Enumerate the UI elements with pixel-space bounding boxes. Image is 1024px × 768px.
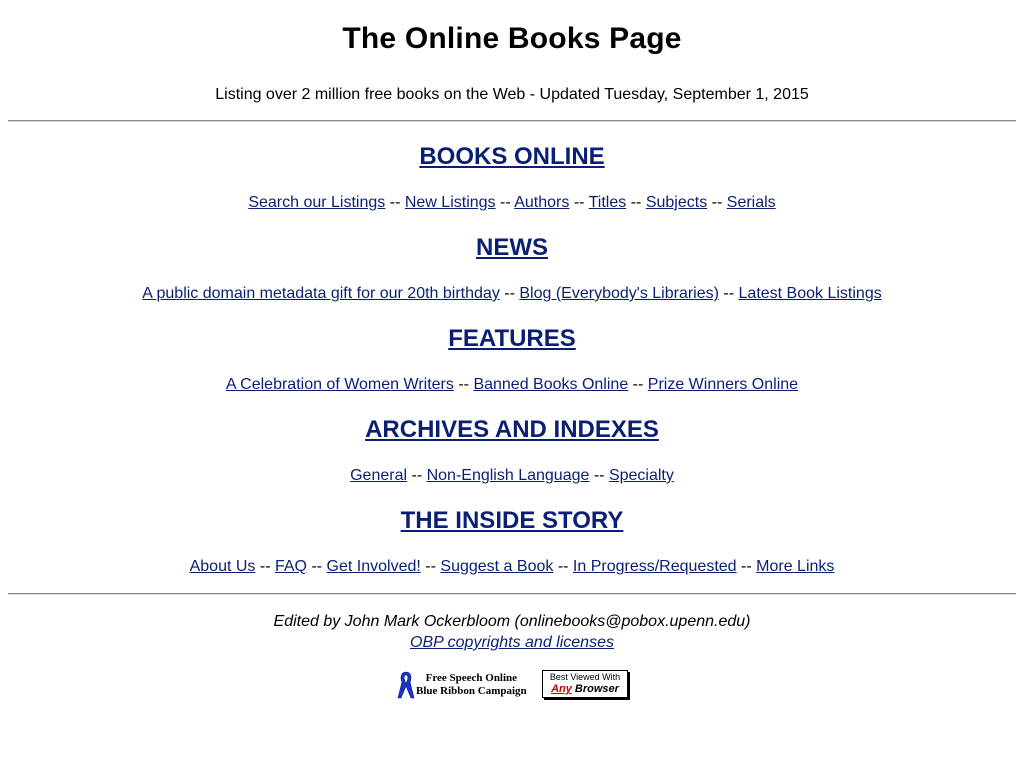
section-heading-link[interactable]: FEATURES [448, 325, 576, 352]
link-separator: -- [411, 467, 423, 484]
page-title: The Online Books Page [342, 22, 682, 55]
section-link[interactable]: Latest Book Listings [738, 285, 882, 302]
link-separator: -- [573, 194, 585, 211]
link-separator: -- [711, 194, 723, 211]
section-heading [0, 325, 1024, 353]
section-link[interactable]: Search our Listings [248, 194, 386, 211]
link-separator: -- [425, 558, 436, 575]
blue-ribbon-icon [396, 670, 416, 700]
section-link[interactable]: Titles [588, 194, 627, 211]
any-browser-line-2 [543, 683, 627, 695]
section-link[interactable]: Get Involved! [326, 558, 421, 575]
ribbon-line-1: Free Speech Online [425, 672, 518, 684]
section-link[interactable]: New Listings [404, 194, 496, 211]
section-links [0, 376, 1024, 394]
section-link[interactable]: Serials [726, 194, 776, 211]
copyright-link[interactable]: OBP copyrights and licenses [410, 634, 614, 651]
link-separator: -- [500, 194, 511, 211]
link-separator: -- [311, 558, 323, 575]
link-separator: -- [593, 467, 605, 484]
link-separator: -- [259, 558, 271, 575]
section-link[interactable]: Banned Books Online [473, 376, 629, 393]
section-link[interactable]: FAQ [274, 558, 307, 575]
section-heading [0, 507, 1024, 535]
ribbon-text [416, 672, 527, 698]
any-browser-word: Browser [571, 683, 619, 695]
section-link[interactable]: Authors [514, 194, 570, 211]
any-browser-badge[interactable] [542, 670, 628, 698]
section-link[interactable]: Blog (Everybody's Libraries) [519, 285, 719, 302]
page-subtitle: Listing over 2 million free books on the Web - Updated Tuesday, September 1, 2015 [215, 86, 809, 103]
section-links [0, 558, 1024, 576]
section-links [0, 194, 1024, 212]
link-separator: -- [630, 194, 642, 211]
badges [0, 670, 1024, 702]
section-link[interactable]: More Links [756, 558, 835, 575]
section-link[interactable]: Non-English Language [426, 467, 590, 484]
section-link[interactable]: About Us [189, 558, 256, 575]
section-heading-link[interactable]: ARCHIVES AND INDEXES [365, 416, 659, 443]
any-browser-any: Any [551, 683, 572, 695]
section-link[interactable]: A public domain metadata gift for our 20th birthday [142, 285, 500, 302]
link-separator: -- [557, 558, 569, 575]
link-separator: -- [458, 376, 469, 393]
section-heading [0, 143, 1024, 171]
section-link[interactable]: Suggest a Book [440, 558, 554, 575]
divider-top [8, 120, 1016, 122]
section-heading [0, 234, 1024, 262]
section-heading-link[interactable]: NEWS [476, 234, 548, 261]
section-links [0, 285, 1024, 303]
any-browser-line-1: Best Viewed With [549, 672, 621, 682]
link-separator: -- [723, 285, 735, 302]
ribbon-line-2: Blue Ribbon Campaign [416, 685, 527, 697]
link-separator: -- [389, 194, 401, 211]
section-link[interactable]: Specialty [608, 467, 674, 484]
section-link[interactable]: A Celebration of Women Writers [225, 376, 454, 393]
section-link[interactable]: Subjects [645, 194, 708, 211]
copyright-line [0, 634, 1024, 652]
editor-credit: Edited by John Mark Ockerbloom (onlinebooks@pobox.upenn.edu) [273, 613, 751, 630]
link-separator: -- [741, 558, 752, 575]
section-heading-link[interactable]: BOOKS ONLINE [419, 143, 605, 170]
link-separator: -- [632, 376, 644, 393]
blue-ribbon-badge[interactable] [396, 670, 538, 700]
section-links [0, 467, 1024, 485]
section-link[interactable]: General [350, 467, 408, 484]
divider-bottom [8, 593, 1016, 595]
section-link[interactable]: In Progress/Requested [572, 558, 737, 575]
section-link[interactable]: Prize Winners Online [647, 376, 799, 393]
section-heading [0, 416, 1024, 444]
section-heading-link[interactable]: THE INSIDE STORY [400, 507, 624, 534]
link-separator: -- [504, 285, 515, 302]
